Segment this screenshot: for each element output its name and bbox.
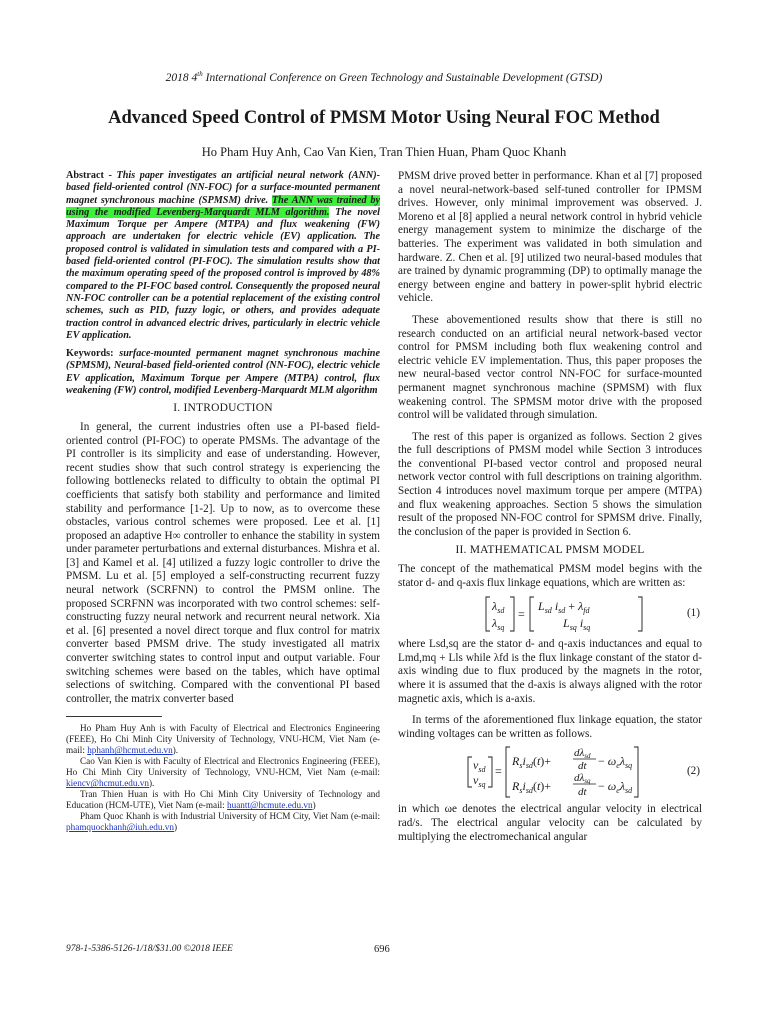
equation-1-number: (1) xyxy=(686,607,700,620)
equation-2-number: (2) xyxy=(686,765,700,778)
email-link-4[interactable]: phamquockhanh@iuh.edu.vn xyxy=(66,822,174,833)
svg-text:Rsisd(t)+: $R_si_{sd}(t)+$ xyxy=(512,754,552,771)
svg-text:=: = xyxy=(518,607,525,622)
email-link-2[interactable]: kiencv@hcmut.edu.vn xyxy=(66,778,149,789)
svg-text:λsq: $\lambda_{sq}$ xyxy=(492,616,505,633)
page-number: 696 xyxy=(374,944,390,955)
body-paragraph: The concept of the mathematical PMSM model begins with the stator d- and q-axis flux linkage equations, which are written as: xyxy=(398,563,702,589)
keywords: Keywords: surface-mounted permanent magnet synchronous machine (SPMSM), Neural-based field-oriented control (NN-FOC), electric vehicle EV application, Maximum Torque per Ampere (MTPA) control, flux weakening (FW) control, modified Levenberg-Marquardt MLM algorithm xyxy=(66,348,380,397)
intro-paragraph: In general, the current industries often use a PI-based field-oriented control (PI-FOC) to operate PMSMs. The advantage of the PI controller is its simplicity and ease of understanding. However, recent studies show that such control strategy is experiencing the following bottlenecks related to difficulty to obtain the optimal PI coefficients that satisfy both stability and performance and limited stability and performance [1-2]. Up to now, as to overcome these obstacles, various control schemes were proposed. Lee et al. [1] proposed an adaptive H∞ controller to enhance the stability in system under parameter perturbations and external disturbances. Mishra et al. [3] and Kamel et al. [4] utilized a fuzzy logic controller to drive the PMSM. Lu et al. [5] employed a self-constructing recurrent fuzzy neural network (SCRFNN) to control the PMSM online. The proposed SCRFNN was incorporated with two control schemes: self-constructing fuzzy neural network and recurrent neural network. Xia et al. [6] presented a novel direct torque and flux control for matrix converter based PMSM drive. The study investigated all matrix converter switching states to control input and output variable. Four switching schemes were based on the tables, which have optimal selections of switching. Compared with the conventional PI based controller, the matrix converter based xyxy=(66,420,380,705)
body-paragraph: In terms of the aforementioned flux linkage equation, the stator winding voltages can be written as follows. xyxy=(398,714,702,740)
svg-text:vsq: $v_{sq}$ xyxy=(473,773,486,790)
body-paragraph: in which ωe denotes the electrical angular velocity in electrical rad/s. The electrical angular velocity can be calculated by multiplying the electromechanical angular xyxy=(398,803,702,843)
body-paragraph: PMSM drive proved better in performance. Khan et al [7] proposed a novel neural-network-based self-tuned controller for IPMSM drives. However, only minimal improvement was observed. J. Moreno et al [8] applied a neural network control in hybrid vehicle energy management system to minimize the discharge of the batteries. The experiment was validated in both simulation and hardware. Z. Chen et al. [9] utilized two neural-based modules that are trained by dynamic programming (DP) to optimally manage the energy between engine and battery in power-split hybrid electric vehicle. xyxy=(398,170,702,305)
section-heading-pmsm-model: II. MATHEMATICAL PMSM MODEL xyxy=(455,544,645,557)
svg-text:=: = xyxy=(495,764,502,779)
equation-2 xyxy=(398,745,702,799)
svg-text:− ωeλsd: − $\omega_e\lambda_{sd}$ xyxy=(598,779,633,796)
svg-text:− ωeλsq: − $\omega_e\lambda_{sq}$ xyxy=(598,754,633,771)
svg-text:dt: dt xyxy=(578,786,587,799)
paper-title: Advanced Speed Control of PMSM Motor Using Neural FOC Method xyxy=(108,108,660,128)
right-column xyxy=(398,170,702,844)
abstract: Abstract - This paper investigates an artificial neural network (ANN)-based field-oriented control (NN-FOC) for a surface-mounted permanent magnet synchronous machine (SPMSM) drive. The ANN was trained by using the modified Levenberg-Marquardt MLM algorithm. The novel Maximum Torque per Ampere (MTPA) and flux weakening (FW) approach are undertaken for electric vehicle (EV) application. The proposed control is validated in simulation tests and compared with a PI-based field-oriented control (PI-FOC). The simulation results show that the maximum operating speed of the proposed control is improved by 48% compared to the PI-FOC based control. Consequently the proposed neural NN-FOC controller can be a potential replacement of the existing control schemes, such as PID, fuzzy logic, or others, and provides adequate traction control in advanced electric drives, particularly in electric vehicle EV application. xyxy=(66,170,381,341)
footnote-divider xyxy=(66,716,162,717)
equation-1 xyxy=(398,594,702,634)
section-heading-introduction: I. INTRODUCTION xyxy=(173,402,273,415)
footnote-1: Ho Pham Huy Anh is with Faculty of Electrical and Electronics Engineering (FEEE), Ho Chi Minh City University of Technology, VNU-HCM, Viet Nam (e-mail: hphanh@hcmut.edu.vn). xyxy=(66,723,380,756)
svg-text:dt: dt xyxy=(578,760,587,773)
footnotes xyxy=(66,723,380,833)
svg-text:dλsq: dλsq xyxy=(574,772,591,786)
author-list: Ho Pham Huy Anh, Cao Van Kien, Tran Thien Huan, Pham Quoc Khanh xyxy=(201,145,567,159)
svg-text:Lsq isq: $L_{sq}$ $i_{sq}$ xyxy=(563,616,591,633)
left-column xyxy=(66,170,380,833)
email-link-3[interactable]: huantt@hcmute.edu.vn xyxy=(227,800,313,811)
equation-1-formula xyxy=(398,594,648,634)
svg-text:Rsisd(t)+: $R_si_{sd}(t)+$ xyxy=(512,779,552,796)
svg-text:dλsd: dλsd xyxy=(574,747,591,761)
body-paragraph: The rest of this paper is organized as follows. Section 2 gives the full descriptions of PMSM model while Section 3 introduces the conventional PI-based vector control and proposed neural network vector control with full descriptions on training algorithm. Section 4 introduces novel maximum torque per ampere (MTPA) and flux weakening approaches. Section 5 shows the simulation result of the proposed NN-FOC control for SPMSM drive. Finally, the conclusion of the paper is provided in Section 6. xyxy=(398,430,702,538)
footnote-4: Pham Quoc Khanh is with Industrial University of HCM City, Viet Nam (e-mail: phamquockhanh@iuh.edu.vn) xyxy=(66,811,380,833)
svg-text:Lsd isd + λfd: $L_{sd}$ $i_{sd} + \lambda_{fd}$ xyxy=(538,599,590,616)
svg-text:λsd: $\lambda_{sd}$ xyxy=(492,599,505,616)
footnote-3: Tran Thien Huan is with Ho Chi Minh City University of Technology and Education (HCM-UTE), Viet Nam (e-mail: huantt@hcmute.edu.vn) xyxy=(66,789,380,811)
equation-2-formula xyxy=(398,745,648,799)
body-paragraph: where Lsd,sq are the stator d- and q-axis inductances and equal to Lmd,mq + Lls while λfd is the flux linkage constant of the stator d-axis winding due to flux produced by the magnets in the rotor, where it is assumed that the d-axis is always aligned with the rotor magnetic axis, which is a-axis. xyxy=(398,638,702,705)
footnote-2: Cao Van Kien is with Faculty of Electrical and Electronics Engineering (FEEE), Ho Chi Minh City University of Technology, VNU-HCM, Viet Nam (e-mail: kiencv@hcmut.edu.vn). xyxy=(66,756,380,789)
conference-header: 2018 4th International Conference on Green Technology and Sustainable Development (GTSD) xyxy=(165,70,603,84)
svg-text:vsd: $v_{sd}$ xyxy=(473,758,486,775)
email-link-1[interactable]: hphanh@hcmut.edu.vn xyxy=(87,745,173,756)
highlighted-sentence: The ANN was trained by using the modified Levenberg-Marquardt MLM algorithm. xyxy=(66,194,381,218)
isbn-copyright: 978-1-5386-5126-1/18/$31.00 ©2018 IEEE xyxy=(66,944,233,954)
body-paragraph: These abovementioned results show that there is still no research conducted on an artificial neural network-based vector control for PMSM including both flux weakening control and electric vehicle EV implementation. Thus, this paper proposes the new neural-based vector control NN-FOC for surface-mounted permanent magnet synchronous machine (SPMSM) with flux weakening control. The SPMSM motor drive with the proposed control will be validated through simulation. xyxy=(398,313,702,422)
